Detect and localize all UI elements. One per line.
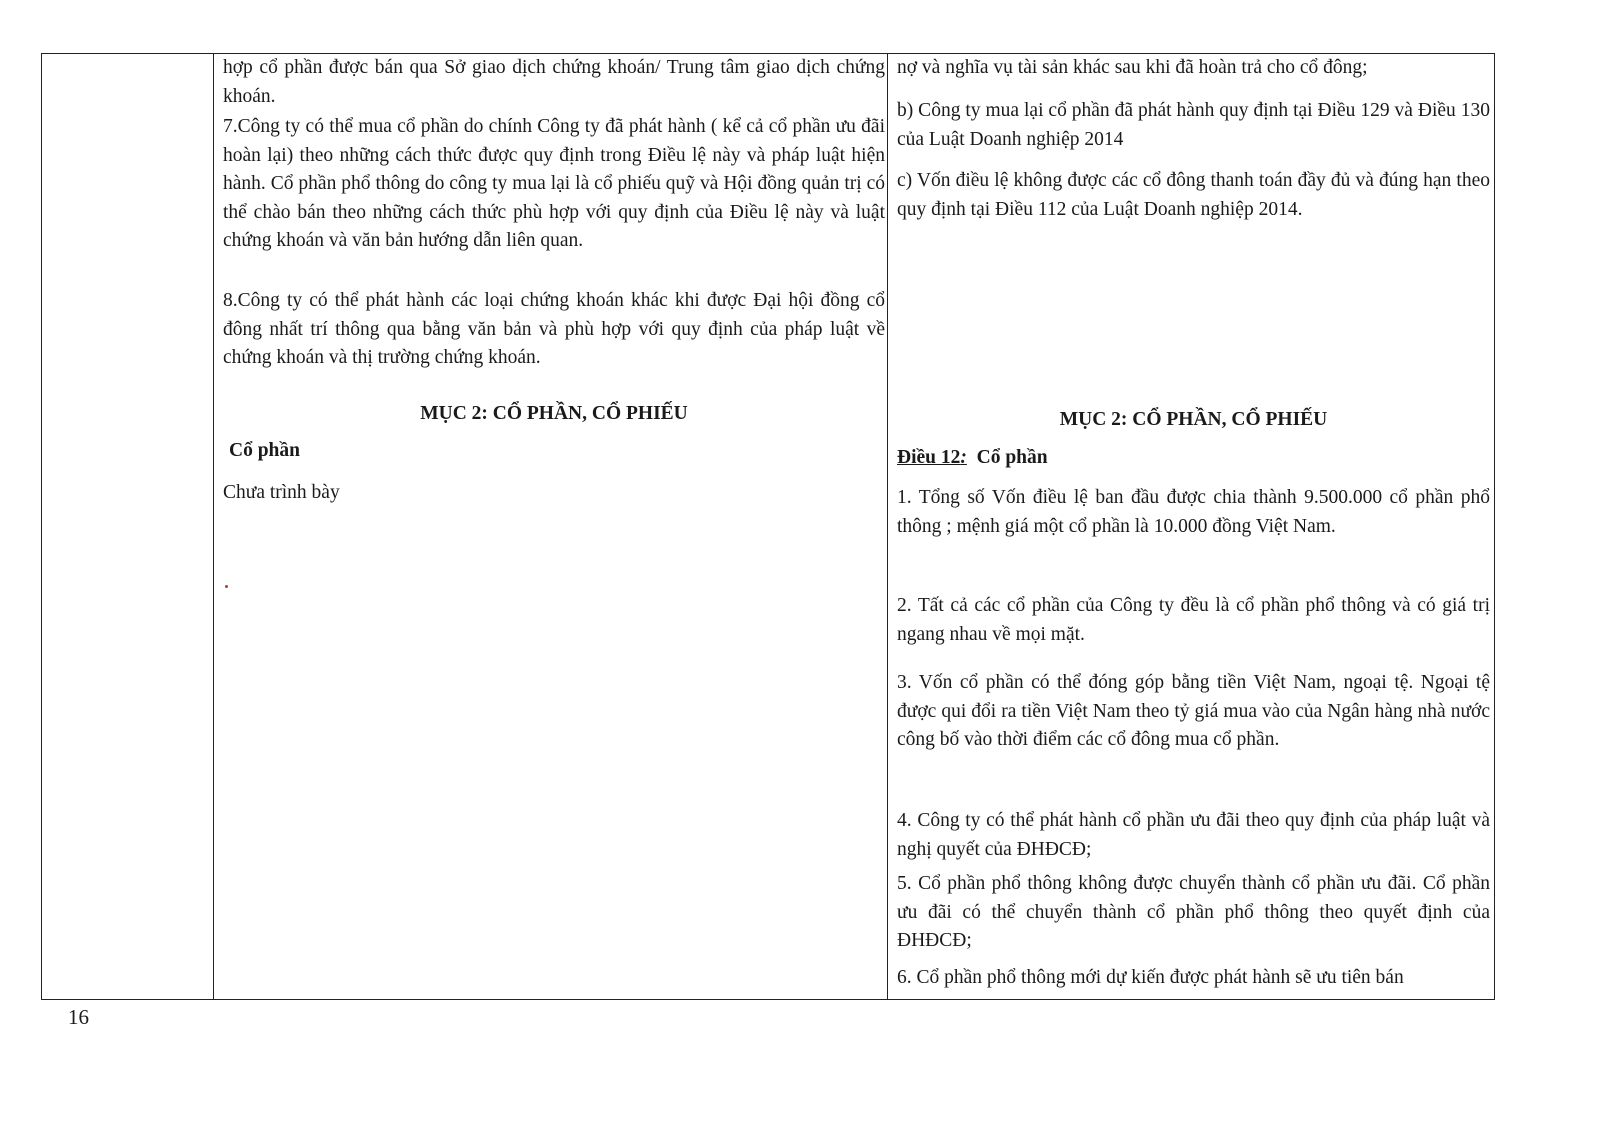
- column-divider-1: [213, 54, 214, 999]
- page-number: 16: [68, 1005, 89, 1029]
- section-heading: MỤC 2: CỔ PHẦN, CỔ PHIẾU: [1059, 409, 1328, 430]
- article-colon: :: [960, 447, 967, 468]
- article-label: Điều 12: [897, 447, 961, 468]
- paragraph-continuation: hợp cổ phần được bán qua Sở giao dịch chứng khoán/ Trung tâm giao dịch chứng khoán.: [223, 57, 885, 107]
- column-divider-2: [887, 54, 888, 999]
- comparison-table: [41, 53, 1495, 1000]
- item-5: 5. Cổ phần phổ thông không được chuyển thành cổ phần ưu đãi. Cổ phần ưu đãi có thể chuyển thành cổ phần phổ thông theo quyết định của ĐHĐCĐ;: [897, 873, 1490, 952]
- paragraph-7: 7.Công ty có thể mua cổ phần do chính Công ty đã phát hành ( kể cả cổ phần ưu đãi hoàn lại) theo những cách thức được quy định trong Điều lệ này và pháp luật hiện hành. Cổ phần phổ thông do công ty mua lại là cổ phiếu quỹ và Hội đồng quản trị có thể chào bán theo những cách thức phù hợp với quy định của Điều lệ này và luật chứng khoán và văn bản hướng dẫn liên quan.: [223, 116, 885, 252]
- paragraph-b: b) Công ty mua lại cổ phần đã phát hành quy định tại Điều 129 và Điều 130 của Luật Doanh nghiệp 2014: [897, 100, 1490, 150]
- current-charter-column: [223, 54, 885, 999]
- paragraph-8: 8.Công ty có thể phát hành các loại chứng khoán khác khi được Đại hội đồng cổ đông nhất trí thông qua bằng văn bản và phù hợp với quy định của pháp luật về chứng khoán và thị trường chứng khoán.: [223, 290, 885, 369]
- item-3: 3. Vốn cổ phần có thể đóng góp bằng tiền Việt Nam, ngoại tệ. Ngoại tệ được qui đổi ra tiền Việt Nam theo tỷ giá mua vào của Ngân hàng nhà nước công bố vào thời điểm các cổ đông mua cổ phần.: [897, 672, 1490, 751]
- red-mark-dot: [225, 585, 228, 588]
- article-title: Cổ phần: [976, 447, 1048, 468]
- item-2: 2. Tất cả các cổ phần của Công ty đều là cổ phần phổ thông và có giá trị ngang nhau về mọi mặt.: [897, 595, 1490, 645]
- amended-charter-column: [897, 54, 1490, 999]
- item-4: 4. Công ty có thể phát hành cổ phần ưu đãi theo quy định của pháp luật và nghị quyết của ĐHĐCĐ;: [897, 810, 1490, 860]
- article-heading: [897, 444, 1048, 472]
- item-1: 1. Tổng số Vốn điều lệ ban đầu được chia thành 9.500.000 cổ phần phổ thông ; mệnh giá một cổ phần là 10.000 đồng Việt Nam.: [897, 487, 1490, 537]
- item-6: 6. Cổ phần phổ thông mới dự kiến được phát hành sẽ ưu tiên bán: [897, 967, 1404, 988]
- subheading-shares: Cổ phần: [229, 440, 300, 461]
- paragraph-c: c) Vốn điều lệ không được các cổ đông thanh toán đầy đủ và đúng hạn theo quy định tại Điều 112 của Luật Doanh nghiệp 2014.: [897, 170, 1490, 220]
- section-heading: MỤC 2: CỔ PHẦN, CỔ PHIẾU: [420, 403, 688, 424]
- not-presented-text: Chưa trình bày: [223, 482, 340, 503]
- paragraph-continuation: nợ và nghĩa vụ tài sản khác sau khi đã hoàn trả cho cổ đông;: [897, 57, 1368, 78]
